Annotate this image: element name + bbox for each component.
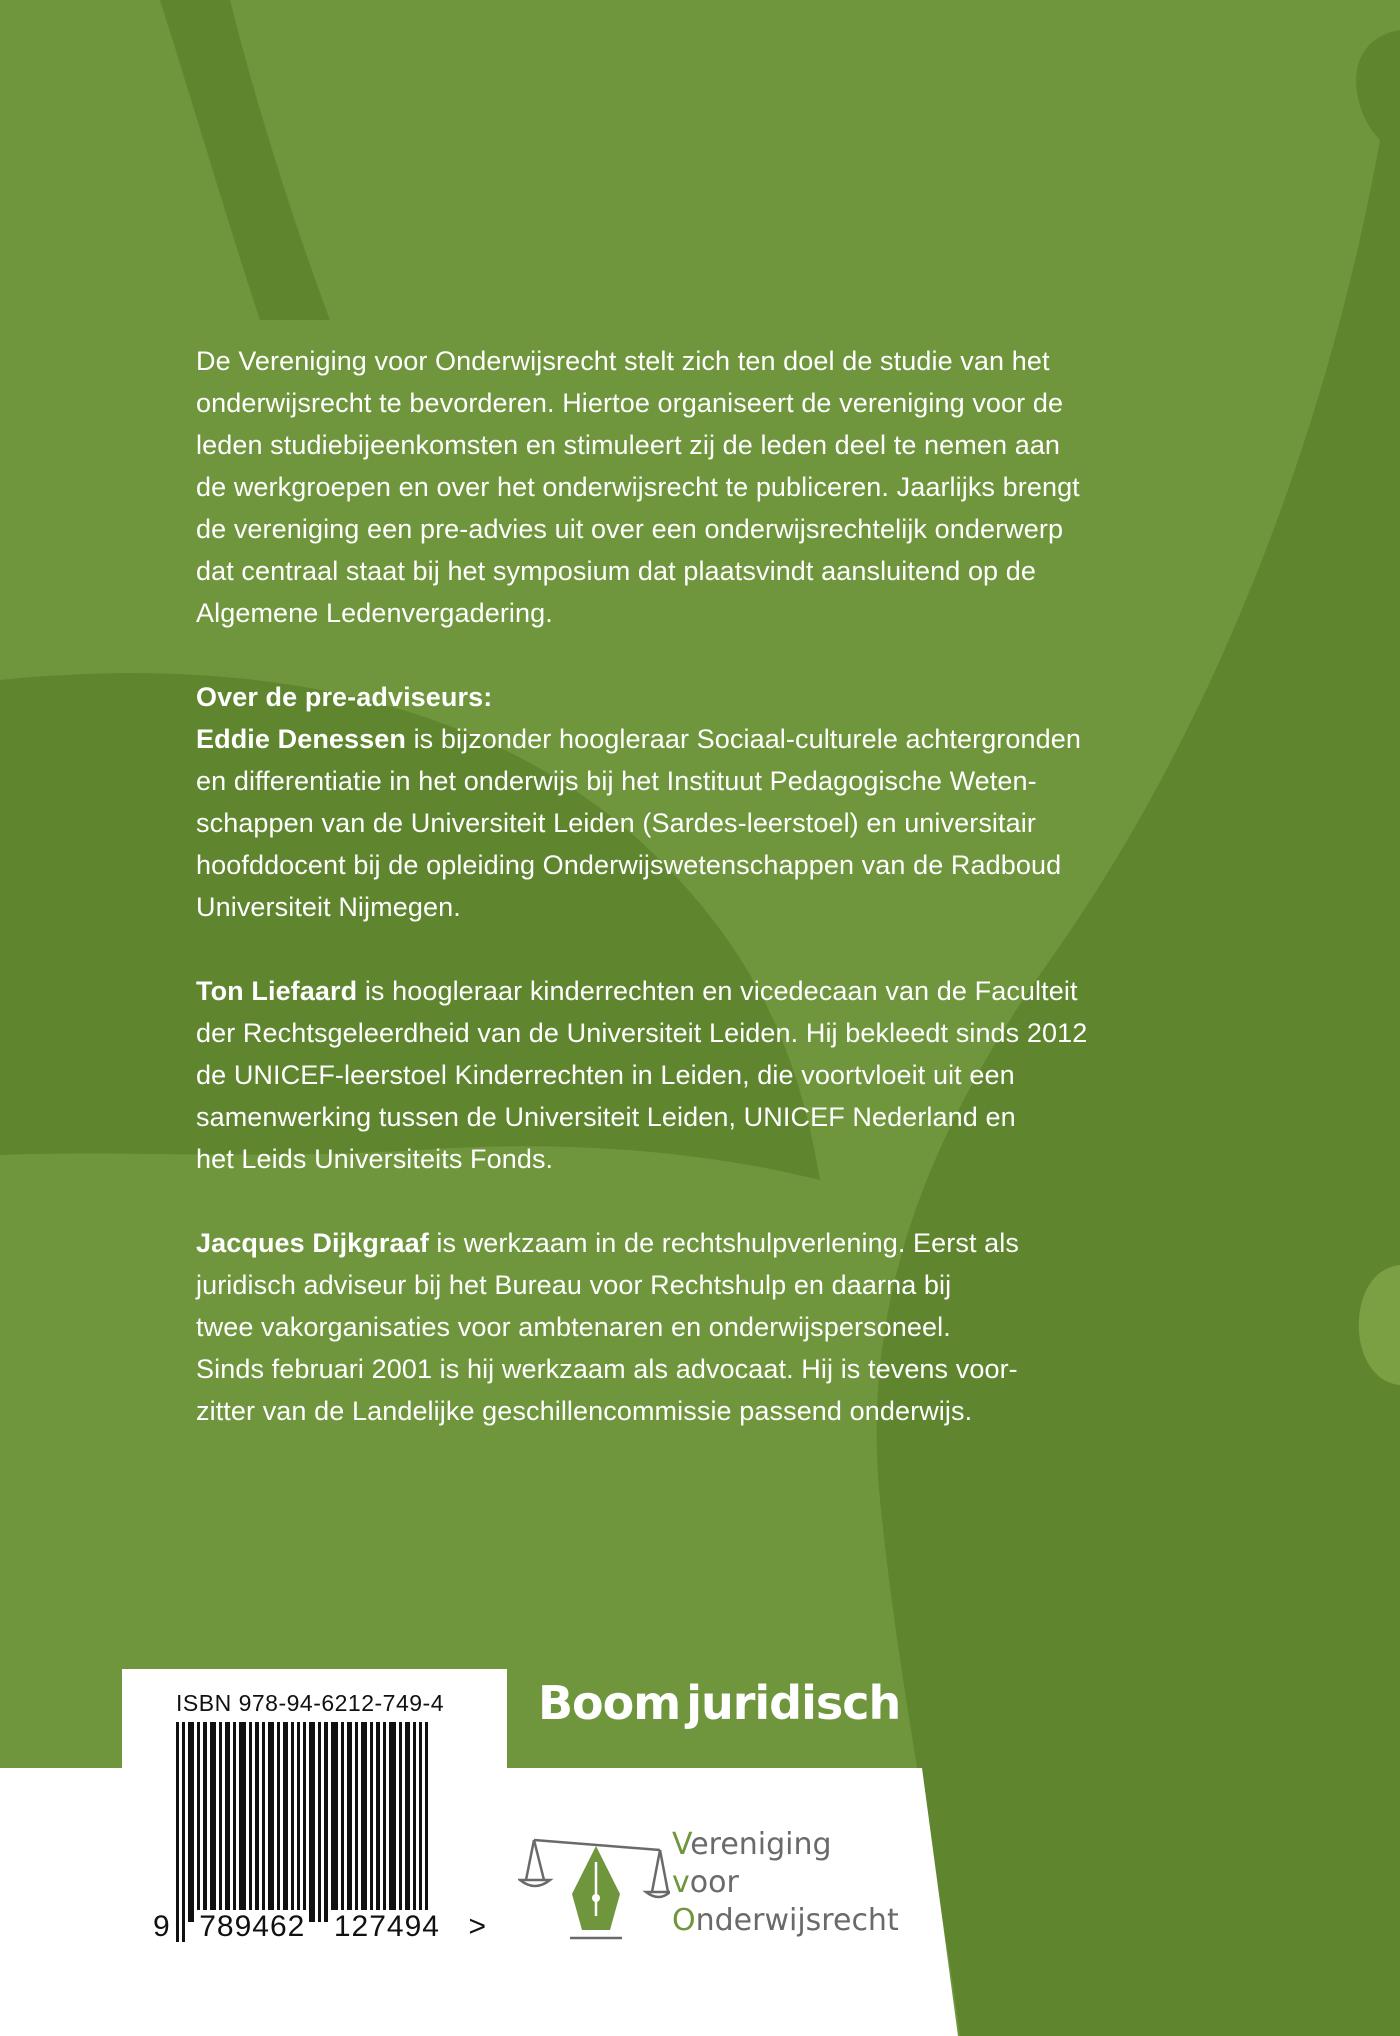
- bio-ton-line: samenwerking tussen de Universiteit Leiden, UNICEF Nederland en: [196, 1102, 1016, 1132]
- bio-jacques-name: Jacques Dijkgraaf: [196, 1228, 429, 1258]
- association-logo-text: [672, 1826, 899, 1940]
- bio-ton: [196, 970, 1156, 1180]
- intro-paragraph: [196, 340, 1156, 634]
- bio-jacques-first-line: [196, 1222, 1156, 1264]
- bio-jacques-line: zitter van de Landelijke geschillencommissie passend onderwijs.: [196, 1396, 973, 1426]
- barcode-digits: [150, 1910, 490, 1944]
- barcode-digit-group: 127494: [331, 1910, 443, 1944]
- bio-eddie-line: Universiteit Nijmegen.: [196, 892, 461, 922]
- advisors-heading-text: Over de pre-adviseurs:: [196, 682, 493, 712]
- bio-ton-line: het Leids Universiteits Fonds.: [196, 1144, 554, 1174]
- bio-ton-name: Ton Liefaard: [196, 976, 358, 1006]
- publisher-logo: [538, 1676, 900, 1730]
- logo-line-2: [672, 1864, 899, 1902]
- intro-line: onderwijsrecht te bevorderen. Hiertoe organiseert de vereniging voor de: [196, 388, 1064, 418]
- barcode-digit-group: 789462: [196, 1910, 308, 1944]
- bio-ton-line: de UNICEF-leerstoel Kinderrechten in Leiden, die voortvloeit uit een: [196, 1060, 1015, 1090]
- logo-word: ereniging: [690, 1827, 832, 1862]
- bio-eddie-name: Eddie Denessen: [196, 724, 406, 754]
- isbn-label: ISBN 978-94-6212-749-4: [176, 1690, 444, 1716]
- bio-jacques-line: juridisch adviseur bij het Bureau voor Rechtshulp en daarna bij: [196, 1270, 952, 1300]
- barcode-icon: [176, 1722, 446, 1942]
- advisors-section: [196, 676, 1156, 928]
- bio-jacques-line: twee vakorganisaties voor ambtenaren en onderwijspersoneel.: [196, 1312, 951, 1342]
- bio-eddie-text: is bijzonder hoogleraar Sociaal-culturele achtergronden: [405, 724, 1081, 754]
- logo-initial: O: [672, 1903, 696, 1938]
- bio-jacques-line: Sinds februari 2001 is hij werkzaam als advocaat. Hij is tevens voor-: [196, 1354, 1018, 1384]
- advisors-heading: [196, 676, 1156, 718]
- intro-line: leden studiebijeenkomsten en stimuleert zij de leden deel te nemen aan: [196, 430, 1061, 460]
- bio-eddie-line: hoofddocent bij de opleiding Onderwijswetenschappen van de Radboud: [196, 850, 1062, 880]
- publisher-word-1: Boom: [538, 1676, 681, 1730]
- logo-initial: v: [672, 1865, 690, 1900]
- logo-line-3: [672, 1902, 899, 1940]
- logo-line-1: [672, 1826, 899, 1864]
- intro-line: De Vereniging voor Onderwijsrecht stelt zich ten doel de studie van het: [196, 346, 1050, 376]
- logo-initial: V: [672, 1827, 691, 1862]
- bio-ton-first-line: [196, 970, 1156, 1012]
- publisher-word-2: juridisch: [686, 1676, 901, 1730]
- logo-word: oor: [689, 1865, 739, 1900]
- logo-word: nderwijsrecht: [695, 1903, 899, 1938]
- bio-eddie-line: schappen van de Universiteit Leiden (Sardes-leerstoel) en universitair: [196, 808, 1036, 838]
- intro-line: Algemene Ledenvergadering.: [196, 598, 553, 628]
- intro-line: de werkgroepen en over het onderwijsrecht te publiceren. Jaarlijks brengt: [196, 472, 1080, 502]
- bio-jacques-text: is werkzaam in de rechtshulpverlening. Eerst als: [428, 1228, 1019, 1258]
- intro-line: dat centraal staat bij het symposium dat plaatsvindt aansluitend op de: [196, 556, 1037, 586]
- bio-jacques: [196, 1222, 1156, 1432]
- scales-pen-icon: [518, 1826, 670, 1946]
- bio-eddie-line: en differentiatie in het onderwijs bij het Instituut Pedagogische Weten-: [196, 766, 1037, 796]
- bio-ton-line: der Rechtsgeleerdheid van de Universiteit Leiden. Hij bekleedt sinds 2012: [196, 1018, 1088, 1048]
- bio-ton-text: is hoogleraar kinderrechten en vicedecaan van de Faculteit: [357, 976, 1078, 1006]
- barcode-digit-group: 9: [150, 1910, 174, 1944]
- barcode-digit-group: >: [465, 1910, 490, 1944]
- bio-eddie-first-line: [196, 718, 1156, 760]
- intro-line: de vereniging een pre-advies uit over een onderwijsrechtelijk onderwerp: [196, 514, 1064, 544]
